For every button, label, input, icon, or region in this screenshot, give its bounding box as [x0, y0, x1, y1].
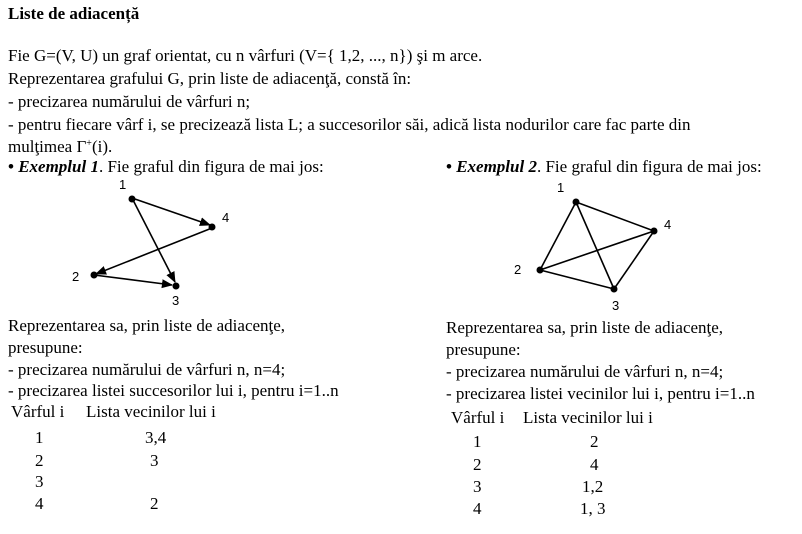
example2-row-2-node: 2: [473, 455, 482, 474]
graph-1-label-1: 1: [119, 177, 127, 192]
intro-line-4: - pentru fiecare vârf i, se precizează lista L; a succesorilor săi, adică lista nodurilor care fac parte din: [8, 115, 691, 134]
intro-line-5-sup: +: [86, 138, 92, 149]
example1-bullet: •: [8, 157, 14, 176]
example1-table-header-node: Vârful i: [11, 402, 65, 421]
graph-1-node-4: [209, 224, 216, 231]
example2-desc-2: presupune:: [446, 340, 521, 359]
graph-2-node-4: [651, 228, 658, 235]
intro-line-5-pre: mulţimea Γ: [8, 137, 87, 156]
example2-table-header-list: Lista vecinilor lui i: [523, 408, 653, 427]
graph-1-label-4: 4: [222, 210, 230, 225]
page-title: Liste de adiacență: [8, 4, 140, 23]
example2-bullet: •: [446, 157, 452, 176]
example1-heading-rest: . Fie graful din figura de mai jos:: [98, 157, 324, 176]
graph-2-edge-1-3: [576, 202, 614, 289]
graph-2-label-1: 1: [557, 180, 565, 195]
example1-table-header-list: Lista vecinilor lui i: [86, 402, 216, 421]
graph-1-node-2: [91, 272, 98, 279]
graph-2-label-3: 3: [612, 298, 620, 313]
example1-desc-4: - precizarea listei succesorilor lui i, pentru i=1..n: [8, 381, 339, 400]
intro-line-2: Reprezentarea grafului G, prin liste de adiacenţă, constă în:: [8, 69, 412, 88]
example2-row-4-node: 4: [473, 499, 482, 518]
intro-line-3: - precizarea numărului de vârfuri n;: [8, 92, 251, 111]
example1-desc-1: Reprezentarea sa, prin liste de adiacenţe,: [8, 316, 286, 335]
example2-table-header-node: Vârful i: [451, 408, 505, 427]
example1-label: Exemplul 1: [18, 157, 99, 176]
graph-2-edge-1-4: [576, 202, 654, 231]
graph-1-arc-2-3: [94, 275, 172, 285]
graph-2-edge-2-3: [540, 270, 614, 289]
example2-row-3-node: 3: [473, 477, 482, 496]
graph-1-label-2: 2: [72, 269, 80, 284]
example1-row-3-node: 3: [35, 472, 44, 491]
graph-2-label-2: 2: [514, 262, 522, 277]
graph-2-node-1: [573, 199, 580, 206]
example2-row-4-list: 1, 3: [580, 499, 606, 518]
example1-desc-3: - precizarea numărului de vârfuri n, n=4;: [8, 360, 286, 379]
graph-2-node-3: [611, 286, 618, 293]
graph-2-edge-3-4: [614, 231, 654, 289]
graph-2-node-2: [537, 267, 544, 274]
example1-row-2-node: 2: [35, 451, 44, 470]
example1-row-4-node: 4: [35, 494, 44, 513]
graph-2-label-4: 4: [664, 217, 672, 232]
example1-desc-2: presupune:: [8, 338, 83, 357]
example2-desc-1: Reprezentarea sa, prin liste de adiacenţe,: [446, 318, 724, 337]
intro-line-5-post: (i).: [91, 137, 113, 156]
example1-row-4-list: 2: [150, 494, 159, 513]
example2-heading-rest: . Fie graful din figura de mai jos:: [536, 157, 762, 176]
example2-desc-4: - precizarea listei vecinilor lui i, pentru i=1..n: [446, 384, 755, 403]
example2-row-2-list: 4: [590, 455, 599, 474]
example2-label: Exemplul 2: [456, 157, 537, 176]
example1-row-1-node: 1: [35, 428, 44, 447]
intro-line-1: Fie G=(V, U) un graf orientat, cu n vârfuri (V={ 1,2, ..., n}) şi m arce.: [8, 46, 483, 65]
example1-row-2-list: 3: [150, 451, 159, 470]
graph-1-node-3: [173, 283, 180, 290]
graph-1-label-3: 3: [172, 293, 180, 308]
example2-row-1-node: 1: [473, 432, 482, 451]
example2-row-1-list: 2: [590, 432, 599, 451]
example1-row-1-list: 3,4: [145, 428, 167, 447]
example2-row-3-list: 1,2: [582, 477, 604, 496]
graph-1-node-1: [129, 196, 136, 203]
example2-desc-3: - precizarea numărului de vârfuri n, n=4;: [446, 362, 724, 381]
graph-1-arc-4-2: [96, 228, 212, 274]
